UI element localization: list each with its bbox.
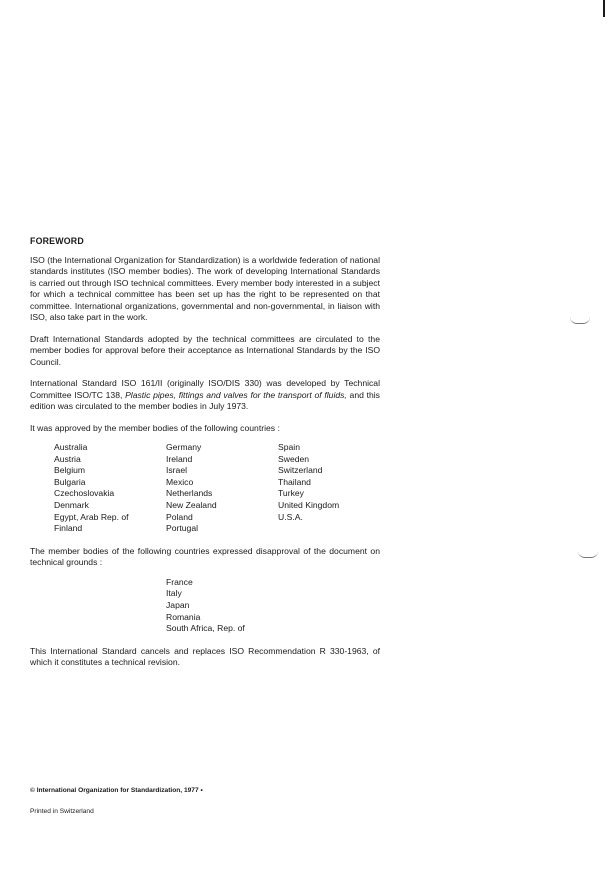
country-item: Ireland — [166, 453, 193, 464]
approved-column-2 — [166, 442, 278, 535]
country-item: Thailand — [278, 476, 311, 487]
approved-countries-table — [54, 442, 380, 535]
country-item: Austria — [54, 453, 81, 464]
country-item: Switzerland — [278, 465, 323, 476]
country-item: Germany — [166, 442, 202, 452]
approved-column-3 — [278, 442, 390, 535]
development-text: International Standard ISO 161/II (originally ISO/DIS 330) was developed by Technical Committee ISO/TC 138, — [30, 378, 380, 400]
country-item: Denmark — [54, 499, 89, 510]
approval-intro: It was approved by the member bodies of the following countries : — [30, 422, 280, 433]
country-item: U.S.A. — [278, 511, 303, 522]
disapproving-countries-list — [166, 577, 380, 635]
foreword-paragraph-iso: ISO (the International Organization for Standardization) is a worldwide federation of national standards institutes (ISO member bodies). The work of developing International Standards is carried out through ISO technical committees. Every member body interested in a subject for which a technical committee has been set up has the right to be represented on that committee. International organizations, governmental and non-governmental, in liaison with ISO, also take part in the work. — [30, 254, 380, 322]
country-item: Italy — [166, 588, 182, 599]
committee-title: Plastic pipes, fittings and valves for the transport of fluids, — [125, 389, 347, 400]
country-item: Israel — [166, 465, 188, 476]
printed-location: Printed in Switzerland — [30, 808, 94, 815]
country-item: Mexico — [166, 476, 194, 487]
country-item: Bulgaria — [54, 476, 86, 487]
cancellation-note: This International Standard cancels and replaces ISO Recommendation R 330-1963, of which it constitutes a technical revision. — [30, 645, 380, 668]
country-item: Romania — [166, 611, 201, 622]
country-item: Poland — [166, 511, 193, 522]
country-item: France — [166, 576, 193, 587]
country-item: Netherlands — [166, 488, 213, 499]
country-item: Finland — [54, 523, 83, 534]
country-item: Australia — [54, 442, 88, 452]
margin-mark — [570, 317, 590, 324]
country-item: Egypt, Arab Rep. of — [54, 511, 129, 522]
copyright-notice: © International Organization for Standardization, 1977 • — [30, 787, 203, 794]
foreword-paragraph-development — [30, 378, 380, 413]
country-item: New Zealand — [166, 499, 217, 510]
country-item: Spain — [278, 442, 300, 452]
development-text-end: and this edition was circulated to the member bodies in July 1973. — [30, 389, 380, 411]
country-item: South Africa, Rep. of — [166, 623, 245, 634]
country-item: Portugal — [166, 523, 199, 534]
country-item: Sweden — [278, 453, 310, 464]
country-item: Japan — [166, 599, 190, 610]
country-item: Turkey — [278, 488, 304, 499]
margin-mark — [578, 551, 598, 558]
page-footer — [30, 786, 203, 816]
foreword-heading: FOREWORD — [30, 236, 84, 246]
page-edge-mark — [603, 0, 605, 17]
foreword-section — [30, 236, 380, 679]
country-item: United Kingdom — [278, 499, 340, 510]
country-item: Belgium — [54, 465, 86, 476]
approved-column-1 — [54, 442, 166, 535]
disapproval-intro: The member bodies of the following countries expressed disapproval of the document on technical grounds : — [30, 545, 380, 568]
foreword-paragraph-drafts: Draft International Standards adopted by the technical committees are circulated to the member bodies for approval before their acceptance as International Standards by the ISO Council. — [30, 333, 380, 367]
country-item: Czechoslovakia — [54, 488, 115, 499]
